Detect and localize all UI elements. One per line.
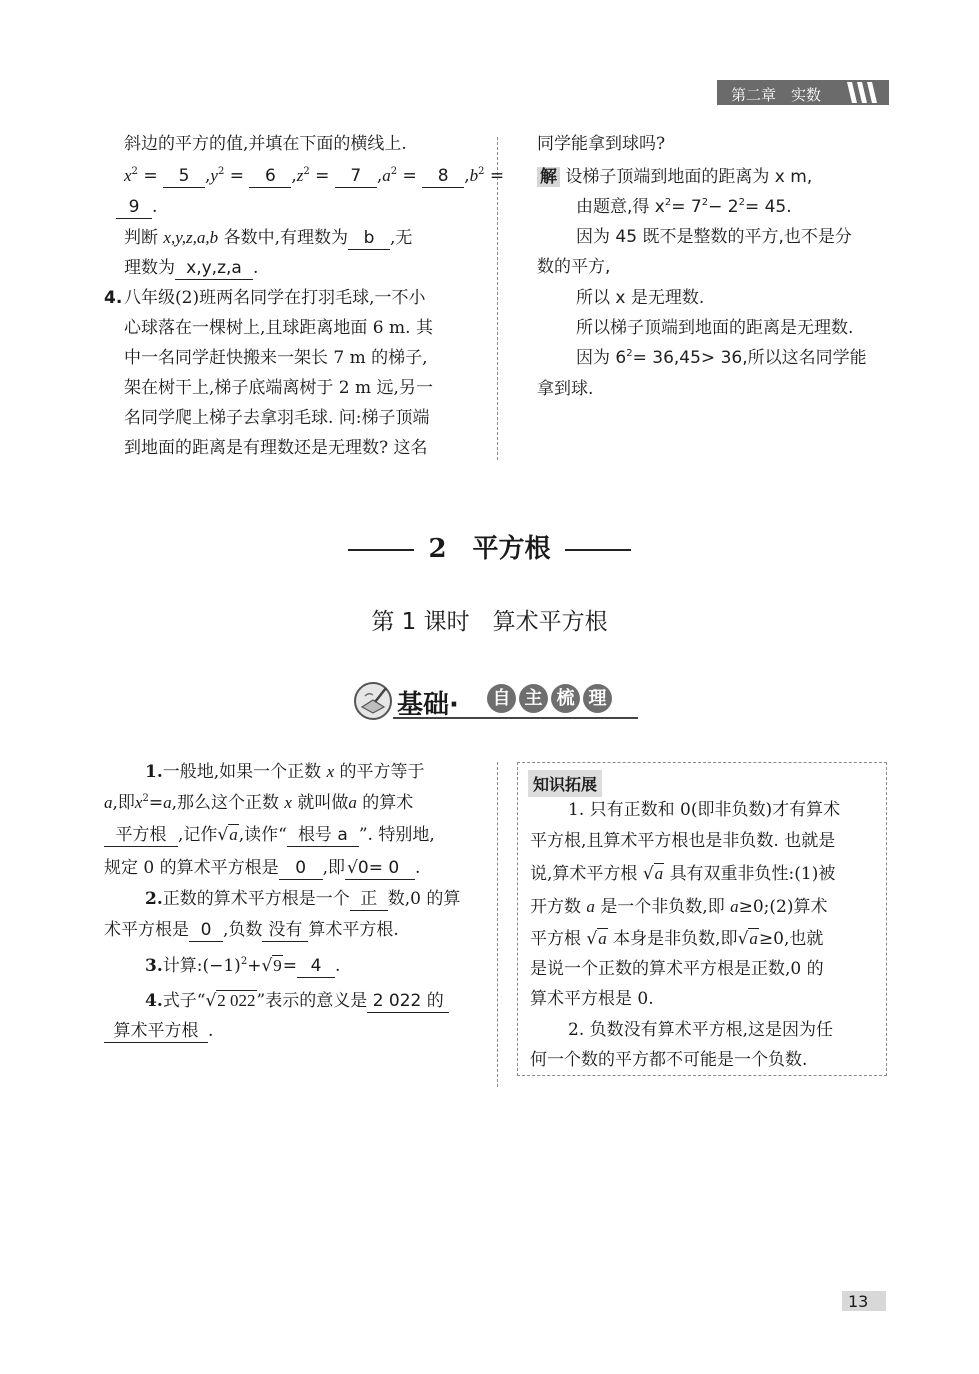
item-number: 2. [145, 889, 163, 909]
text-line: 说,算术平方根 √a 具有双重非负性:(1)被 [530, 864, 836, 884]
text: ,负数 [223, 920, 263, 940]
banner-char: 自 [487, 684, 516, 713]
answer-blank: 0 [279, 859, 323, 880]
text: = [282, 956, 298, 976]
answer-blank: 正 [350, 890, 388, 911]
text-line: a,即$x^2=a$,那么这个正数 x 就叫做a 的算术 [104, 793, 414, 813]
text: 一般地,如果一个正数 [162, 762, 322, 782]
item-number: 1. [145, 762, 163, 782]
answer-blank: 根号 a [287, 826, 359, 847]
text-line: 斜边的平方的值,并填在下面的横线上. [124, 134, 407, 154]
answer-blank: b [348, 229, 390, 250]
text: ,无 [390, 228, 413, 248]
text-line: 是说一个正数的算术平方根是正数,0 的 [530, 959, 824, 979]
text-line: 八年级(2)班两名同学在打羽毛球,一不小 [124, 288, 426, 308]
text-line [104, 826, 435, 847]
section-name: 平方根 [472, 534, 551, 564]
text: ,即 [322, 858, 346, 878]
banner-underline [393, 717, 638, 719]
sqrt-9: √9 [261, 956, 282, 976]
text-line: 平方根,且算术平方根也是非负数. 也就是 [530, 831, 836, 851]
text-line: 1.一般地,如果一个正数 x 的平方等于 [145, 762, 425, 782]
text: − 2 [708, 197, 739, 217]
text: ,记作 [178, 825, 218, 845]
answer-line-squares: $x^2 = 5$ $,y^2 = 6$ $,z^2 = 7$ $,a^2 = 8$ $,b^2$ = [124, 166, 505, 186]
column-divider-bottom [497, 762, 498, 1087]
text: 是一个非负数,即 [600, 897, 725, 917]
text-line: 名同学爬上梯子去拿羽毛球. 问:梯子顶端 [124, 408, 430, 428]
text: = 7 [671, 197, 702, 217]
text-line: 3.计算$:(-1)^2+√9= 4$ . [145, 956, 341, 976]
sqrt-a: √a [217, 825, 238, 845]
text: 计算:(−1) [162, 956, 241, 976]
answer-blank: 算术平方根 [104, 1022, 208, 1043]
stripes-decoration-icon [843, 80, 885, 105]
solution-line: 所以梯子顶端到地面的距离是无理数. [576, 318, 854, 338]
text: 平方根 [530, 929, 581, 949]
item-number: 4. [145, 991, 163, 1011]
text-line: 到地面的距离是有理数还是无理数? 这名 [124, 438, 428, 458]
text-line [145, 890, 460, 911]
title-rule-right [565, 549, 631, 551]
text-line: 规定 0 的算术平方根是 0 ,即 √0= 0 . [104, 858, 421, 878]
text: 术平方根是 [104, 920, 189, 940]
radicand: 2 022 [217, 991, 256, 1010]
text-line: 1. 只有正数和 0(即非负数)才有算术 [568, 800, 841, 820]
lesson-title: 第 1 课时 算术平方根 [371, 609, 608, 635]
extension-heading: 知识拓展 [528, 770, 602, 797]
answer-blank: 5 [163, 167, 205, 188]
text: 式子“ [162, 991, 206, 1011]
text: = 36,45> 36,所以这名同学能 [632, 348, 867, 368]
text: ,那么这个正数 [171, 793, 279, 813]
text-line [104, 921, 399, 942]
chapter-header-tab [717, 80, 889, 105]
solution-line: 因为 45 既不是整数的平方,也不是分 [576, 227, 852, 247]
answer-blank: 9 [116, 198, 152, 219]
answer-blank: 7 [335, 167, 377, 188]
text: ”表示的意义是 [256, 991, 368, 1011]
answer-line-b2: 9 . [116, 198, 157, 219]
text-line: 同学能拿到球吗? [537, 134, 666, 154]
text: = 45. [744, 197, 792, 217]
solution-line: 由题意,得 $x^2= 7^2- 2^2= 45$. [576, 197, 792, 217]
text-line: 2. 负数没有算术平方根,这是因为任 [568, 1020, 834, 1040]
answer-blank: 0 [189, 921, 223, 942]
question-number: 4. [104, 288, 123, 308]
text-line: 何一个数的平方都不可能是一个负数. [530, 1050, 808, 1070]
book-pen-icon [353, 680, 393, 722]
text: 开方数 [530, 897, 581, 917]
page-number [842, 1291, 886, 1311]
text-line: 理数为 x,y,z,a . [124, 258, 259, 278]
answer-blank: 2 022 的 [367, 992, 449, 1013]
text: ”. 特别地, [358, 825, 435, 845]
basics-banner [353, 678, 643, 724]
text-line: 架在树干上,梯子底端离树于 2 m 远,另一 [124, 378, 433, 398]
solution-line: 数的平方, [537, 257, 611, 277]
section-number: 2 [428, 534, 447, 564]
banner-main-text: 基础· [397, 690, 459, 720]
text-line: 算术平方根是 0. [530, 989, 654, 1009]
answer-blank: x,y,z,a [175, 259, 253, 280]
text: 判断 [124, 228, 158, 248]
text: ≥0;(2)算术 [738, 897, 828, 917]
text: 因为 6 [576, 348, 627, 368]
answer-blank: 8 [422, 167, 464, 188]
solution-line: 因为 $6^2= 36,45> 36$,所以这名同学能 [576, 348, 867, 368]
item-number: 3. [145, 956, 163, 976]
text: 的平方等于 [339, 762, 425, 782]
answer-blank: 平方根 [104, 826, 178, 847]
answer-blank: 没有 [262, 921, 308, 942]
text-line: 中一名同学赶快搬来一架长 7 m 的梯子, [124, 348, 428, 368]
text: 的算术 [362, 793, 414, 813]
text: 说,算术平方根 [530, 864, 638, 884]
text-line: 开方数 a 是一个非负数,即 a≥0;(2)算术 [530, 897, 828, 917]
text: 设梯子顶端到地面的距离为 x m, [565, 167, 813, 187]
text: 本身是非负数,即 [613, 929, 738, 949]
answer-blank: 6 [249, 167, 291, 188]
text-line: 算术平方根 . [104, 1022, 213, 1043]
text: 由题意,得 x [576, 197, 665, 217]
solution-line: 拿到球. [537, 379, 594, 399]
text: ,即 [112, 793, 135, 813]
text: ≥0,也就 [758, 929, 824, 949]
text-line: 平方根 √a 本身是非负数,即√a≥0,也就 [530, 929, 824, 949]
text: ,读作“ [238, 825, 287, 845]
solution-line [537, 169, 812, 186]
banner-char: 梳 [551, 684, 580, 713]
solution-tag: 解 [537, 167, 560, 187]
text-line [124, 229, 412, 250]
page-number-text: 13 [848, 1292, 869, 1311]
text: 算术平方根. [308, 920, 399, 940]
text: 就叫做 [297, 793, 349, 813]
text: 规定 0 的算术平方根是 [104, 858, 279, 878]
text: 理数为 [124, 258, 175, 278]
text-line [145, 992, 449, 1013]
solution-line: 所以 x 是无理数. [576, 288, 705, 308]
sqrt-2022: √2 022 [205, 991, 256, 1011]
title-rule-left [348, 549, 414, 551]
section-title [0, 528, 979, 565]
text: 正数的算术平方根是一个 [162, 889, 350, 909]
variables: x,y,z,a,b [163, 228, 219, 247]
text: + [247, 956, 262, 976]
text: 各数中,有理数为 [223, 228, 348, 248]
banner-char: 理 [583, 684, 612, 713]
answer-text: 0= 0 [357, 858, 400, 878]
banner-char: 主 [519, 684, 548, 713]
chapter-title: 第二章 实数 [731, 86, 822, 104]
answer-blank: 4 [297, 957, 335, 978]
answer-blank: √0= 0 [345, 859, 415, 880]
text-line: 心球落在一棵树上,且球距离地面 6 m. 其 [124, 318, 433, 338]
text: 数,0 的算 [387, 889, 461, 909]
text: 具有双重非负性:(1)被 [669, 864, 836, 884]
